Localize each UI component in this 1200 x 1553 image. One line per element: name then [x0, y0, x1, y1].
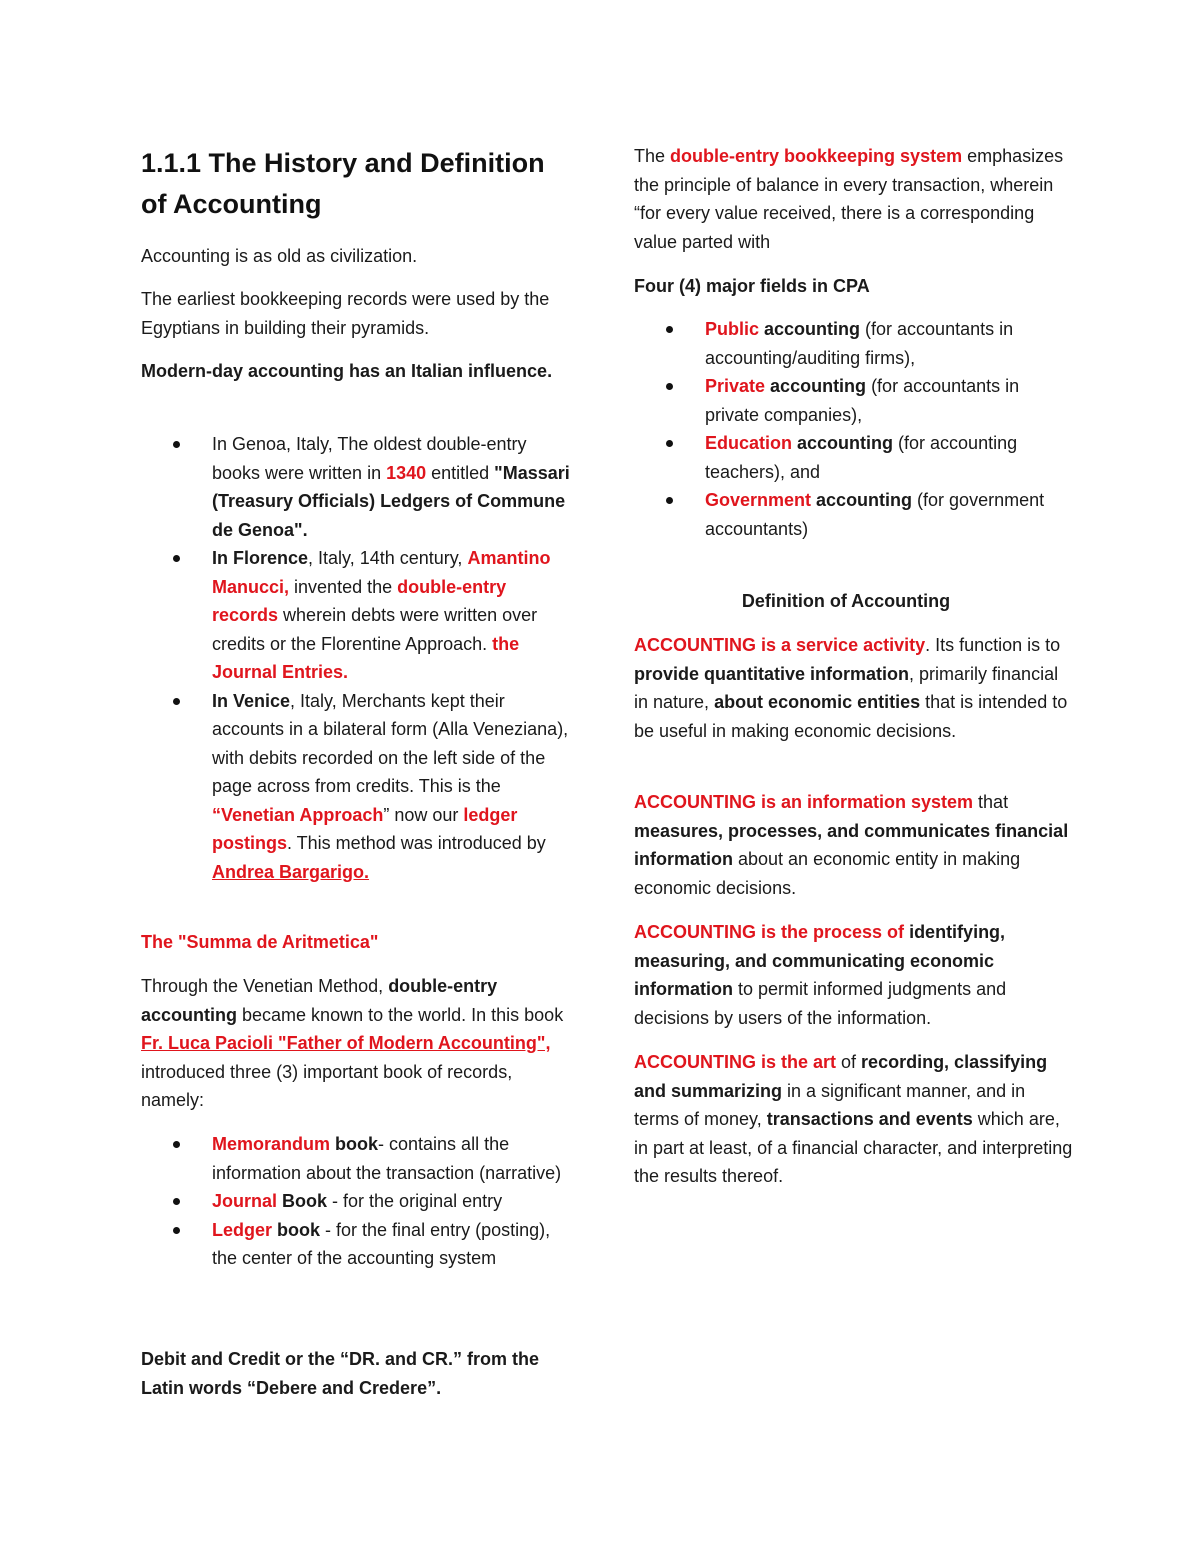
list-item-public: Public accounting (for accountants in accounting/auditing firms),: [634, 315, 1074, 372]
paragraph-egyptians: The earliest bookkeeping records were used by the Egyptians in building their pyramids.: [141, 289, 550, 338]
list-item-journal: Journal Book - for the original entry: [141, 1187, 573, 1216]
list-item-venice: In Venice, Italy, Merchants kept their accounts in a bilateral form (Alla Veneziana), with debits recorded on the left side of the page across from credits. This is the “Venetian Approach” now our ledger postings. This method was introduced by Andrea Bargarigo.: [141, 687, 573, 887]
year-1340: 1340: [386, 462, 427, 483]
heading-italian-influence: Modern-day accounting has an Italian influence.: [141, 361, 553, 381]
italy-list: [141, 430, 573, 886]
list-item-genoa: In Genoa, Italy, The oldest double-entry books were written in 1340 entitled "Massari (Treasury Officials) Ledgers of Commune de Genoa".: [141, 430, 573, 544]
paragraph-debit-credit: Debit and Credit or the “DR. and CR.” from the Latin words “Debere and Credere”.: [141, 1349, 540, 1398]
books-list: [141, 1130, 573, 1273]
name-manucci: Amantino Manucci,: [212, 548, 551, 597]
document-title: 1.1.1 The History and Definition of Accounting: [141, 148, 545, 219]
name-bargarigo: Andrea Bargarigo.: [212, 861, 370, 882]
heading-summa: The "Summa de Aritmetica": [141, 932, 379, 952]
definition-art: ACCOUNTING is the art of recording, classifying and summarizing in a significant manner, and in terms of money, transactions and events which are, in part at least, of a financial character, and interpreting the results thereof.: [634, 1052, 1073, 1186]
name-pacioli: Fr. Luca Pacioli "Father of Modern Accounting",: [141, 1033, 551, 1053]
list-item-florence: In Florence, Italy, 14th century, Amantino Manucci, invented the double-entry records wherein debts were written over credits or the Florentine Approach. the Journal Entries.: [141, 544, 573, 687]
paragraph-double-entry: The double-entry bookkeeping system emphasizes the principle of balance in every transaction, wherein “for every value received, there is a corresponding value parted with: [634, 146, 1064, 252]
list-item-memorandum: Memorandum book- contains all the information about the transaction (narrative): [141, 1130, 573, 1187]
list-item-government: Government accounting (for government accountants): [634, 486, 1074, 543]
fields-list: [634, 315, 1074, 543]
heading-definition: Definition of Accounting: [741, 591, 951, 611]
list-item-education: Education accounting (for accounting teachers), and: [634, 429, 1074, 486]
list-item-ledger: Ledger book - for the final entry (posting), the center of the accounting system: [141, 1216, 573, 1273]
paragraph-summa: Through the Venetian Method, double-entry accounting became known to the world. In this book Fr. Luca Pacioli "Father of Modern Accounting", introduced three (3) important book of records, namely:: [141, 976, 564, 1110]
paragraph-civilization: Accounting is as old as civilization.: [141, 246, 418, 266]
definition-information-system: ACCOUNTING is an information system that measures, processes, and communicates financial information about an economic entity in making economic decisions.: [634, 792, 1069, 898]
list-item-private: Private accounting (for accountants in private companies),: [634, 372, 1074, 429]
definition-service-activity: ACCOUNTING is a service activity. Its function is to provide quantitative information, primarily financial in nature, about economic entities that is intended to be useful in making economic decisions.: [634, 635, 1068, 741]
heading-four-fields: Four (4) major fields in CPA: [634, 276, 870, 296]
definition-process: ACCOUNTING is the process of identifying, measuring, and communicating economic information to permit informed judgments and decisions by users of the information.: [634, 922, 1007, 1028]
